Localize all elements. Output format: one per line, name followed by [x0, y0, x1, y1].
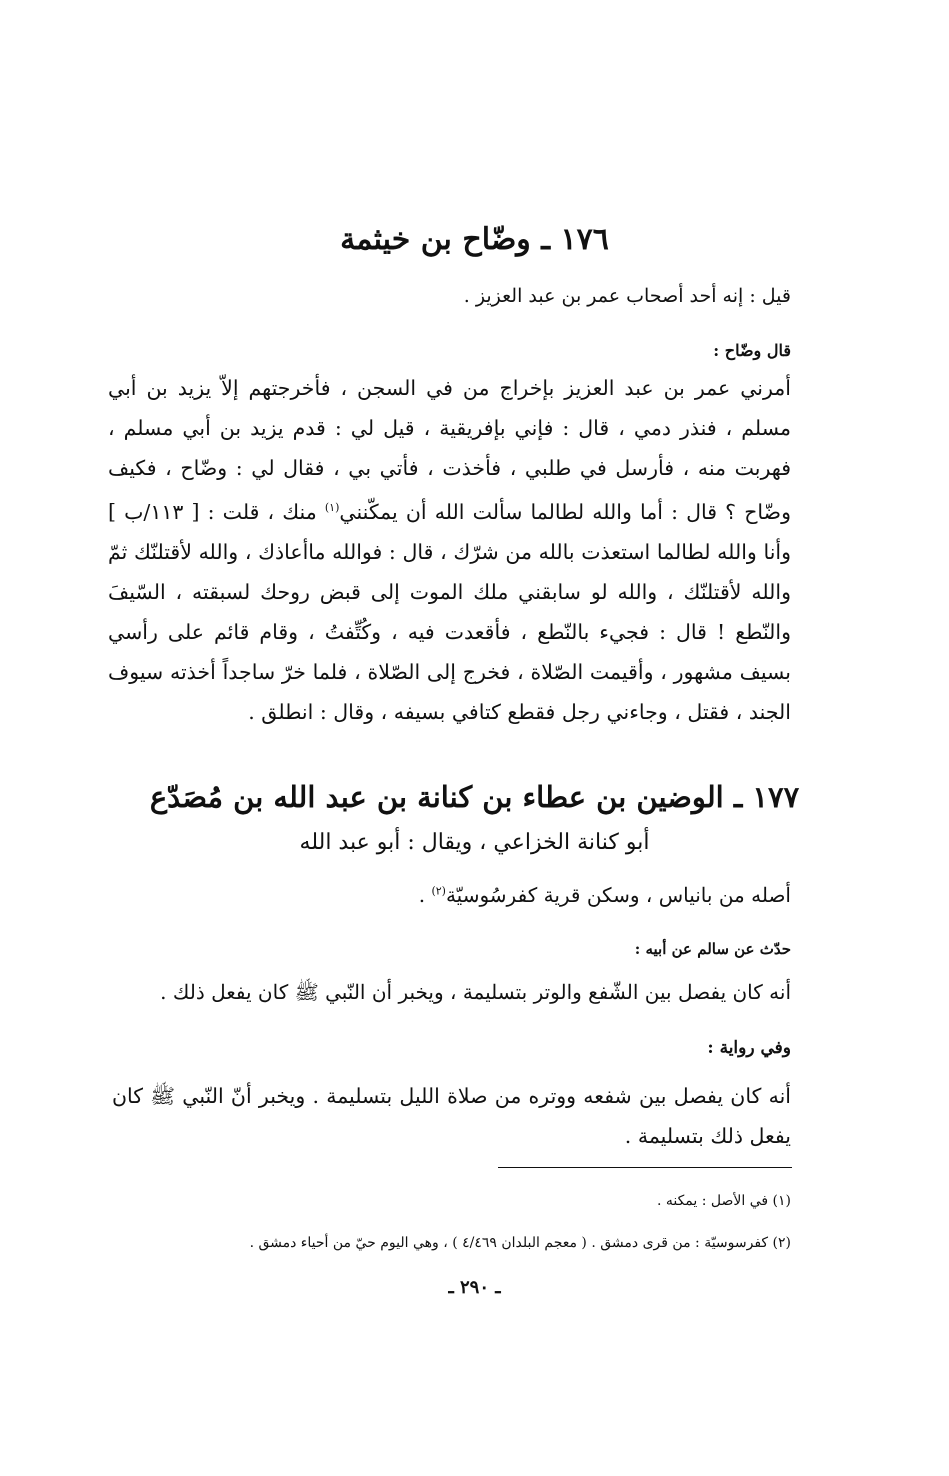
entry-177-subtitle: أبو كنانة الخزاعي ، ويقال : أبو عبد الله — [299, 830, 650, 855]
entry-176-narrator: قال وضّاح : — [713, 341, 791, 360]
entry-177-hadd-text: أنه كان يفصل بين الشّفع والوتر بتسليمة ، ويخبر أن النّبي ﷺ كان يفعل ذلك . — [160, 980, 791, 1004]
entry-176-text-part1: أمرني عمر بن عبد العزيز بإخراج من في السجن ، فأخرجتهم إلاّ يزيد بن أبي مسلم ، فنذر دمي ، قال : فإني بإفريقية ، قيل لي : قدم يزيد بن أبي مسلم ، فهربت منه ، فأرسل في طلبي ، فأخذت ، فأتي بي ، فقال لي : وضّاح ، فكيف وضّاح ؟ قال : أما والله لطالما سألت الله أن يمكّنني — [108, 376, 791, 524]
footnote-2: (٢) كفرسوسيّة : من قرى دمشق . ( معجم البلدان ٤/٤٦٩ ) ، وهي اليوم حيّ من أحياء دمشق . — [249, 1235, 791, 1251]
entry-176-text-part2: منك ، قلت : [ ١١٣/ب ] وأنا والله لطالما استعذت بالله من شرّك ، قال : فوالله ماأعاذك ، والله لأقتلنّك ثمّ والله لأقتلنّك ، والله لو سابقني ملك الموت إلى قبض روحك لسبقته ، السّيفَ والنّطع ! قال : فجيء بالنّطع ، فأقعدت فيه ، وكُتِّفتُ ، وقام قائم على رأسي بسيف مشهور ، وأقيمت الصّلاة ، فخرج إلى الصّلاة ، فلما خرّ ساجداً أخذته سيوف الجند ، فقتل ، وجاءني رجل فقطع كتافي بسيفه ، وقال : انطلق . — [108, 499, 791, 724]
entry-177-riwaya-label: وفي رواية : — [707, 1038, 791, 1058]
entry-176-title: ١٧٦ ـ وضّاح بن خيثمة — [340, 222, 609, 257]
entry-177-riwaya-text: أنه كان يفصل بين شفعه ووتره من صلاة الليل بتسليمة . ويخبر أنّ النّبي ﷺ كان يفعل ذلك بتسليمة . — [112, 1084, 791, 1148]
entry-177-hadd-label: حدّث عن سالم عن أبيه : — [634, 940, 791, 958]
entry-176-paragraph — [108, 368, 791, 732]
footnote-1: (١) في الأصل : يمكنه . — [656, 1193, 791, 1209]
entry-177-origin-text: أصله من بانياس ، وسكن قرية كفرسُوسيّة — [445, 883, 791, 907]
page-number: ـ ٢٩٠ ـ — [448, 1277, 501, 1298]
footnote-ref-1: (١) — [324, 501, 340, 514]
entry-177-origin — [419, 883, 791, 907]
entry-176-intro: قيل : إنه أحد أصحاب عمر بن عبد العزيز . — [463, 285, 791, 307]
entry-177-origin-end: . — [418, 883, 432, 907]
entry-177-title: ١٧٧ ـ الوضين بن عطاء بن كنانة بن عبد الله بن مُصَدّع — [149, 780, 800, 814]
footnote-divider — [498, 1167, 792, 1168]
footnote-ref-2: (٢) — [431, 884, 446, 898]
